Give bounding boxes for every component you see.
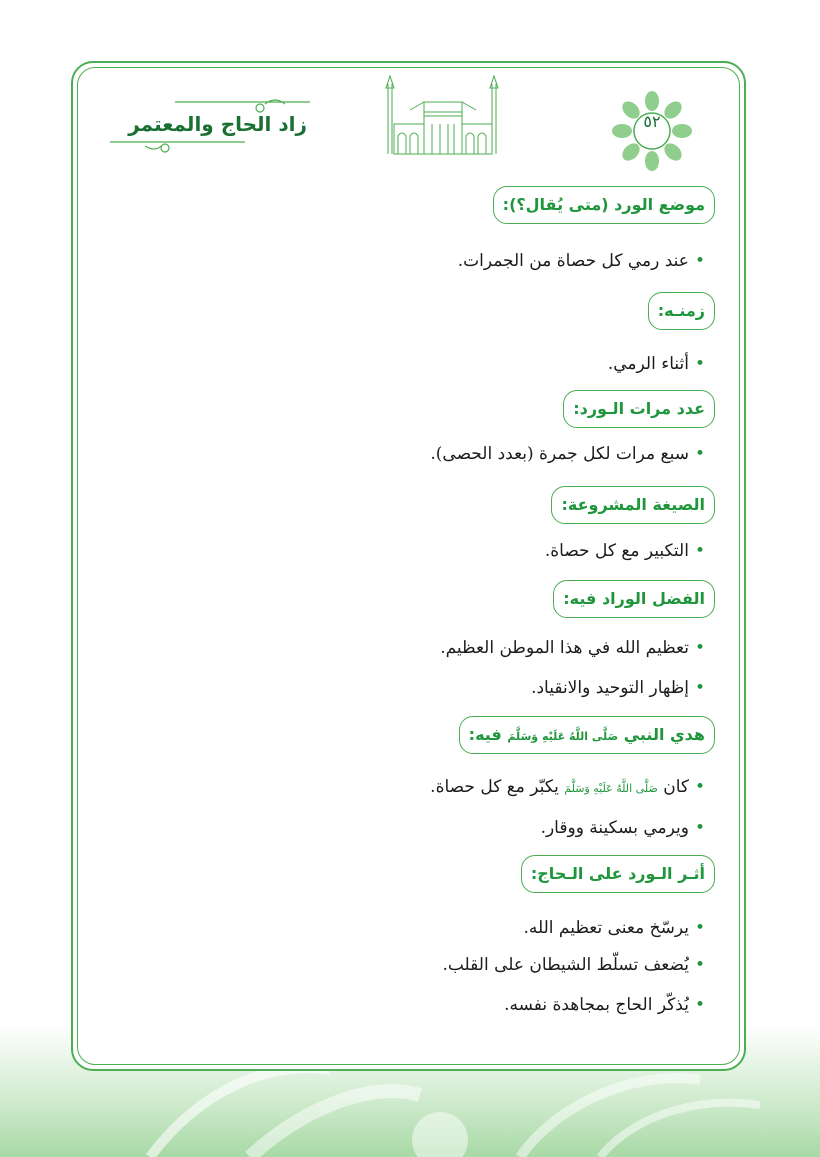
list-item bbox=[442, 955, 705, 975]
bullet-text: كان bbox=[663, 777, 689, 797]
bullet-icon: • bbox=[694, 354, 705, 374]
book-title: زاد الحاج والمعتمر bbox=[128, 112, 307, 136]
list-item bbox=[541, 818, 705, 838]
bullet-text: يكبّر مع كل حصاة. bbox=[430, 777, 559, 797]
list-item bbox=[458, 251, 705, 271]
bullet-icon: • bbox=[694, 541, 705, 561]
kaaba-illustration-icon bbox=[380, 74, 504, 158]
bullet-text: التكبير مع كل حصاة. bbox=[544, 541, 689, 561]
bullet-icon: • bbox=[694, 251, 705, 271]
bullet-icon: • bbox=[694, 918, 705, 938]
section-heading bbox=[459, 716, 715, 754]
list-item bbox=[531, 678, 705, 698]
list-item bbox=[504, 995, 705, 1015]
bullet-icon: • bbox=[694, 995, 705, 1015]
bullet-icon: • bbox=[694, 444, 705, 464]
section-heading: الفضل الوراد فيه: bbox=[553, 580, 715, 618]
section-heading: الصيغة المشروعة: bbox=[551, 486, 715, 524]
bullet-text: إظهار التوحيد والانقياد. bbox=[531, 678, 689, 698]
bullet-text: سبع مرات لكل جمرة (بعدد الحصى). bbox=[430, 444, 689, 464]
section-heading: عدد مرات الـورد: bbox=[563, 390, 715, 428]
honorific-text: صَلَّى اللَّهُ عَلَيْهِ وَسَلَّمَ bbox=[564, 782, 658, 795]
bullet-text: يُذكّر الحاج بمجاهدة نفسه. bbox=[504, 995, 689, 1015]
bullet-text: يُضعف تسلّط الشيطان على القلب. bbox=[442, 955, 689, 975]
list-item bbox=[430, 444, 705, 464]
bullet-icon: • bbox=[694, 638, 705, 658]
heading-text: فيه: bbox=[468, 725, 502, 744]
list-item bbox=[545, 541, 705, 561]
section-heading: أثـر الـورد على الـحاج: bbox=[521, 855, 715, 893]
bullet-icon: • bbox=[694, 818, 705, 838]
list-item bbox=[430, 777, 705, 797]
bullet-icon: • bbox=[694, 678, 705, 698]
bullet-text: عند رمي كل حصاة من الجمرات. bbox=[457, 251, 689, 271]
page-number: ٥٢ bbox=[643, 112, 661, 131]
bullet-icon: • bbox=[694, 777, 705, 797]
bullet-text: أثناء الرمي. bbox=[607, 354, 689, 374]
bullet-text: ويرمي بسكينة ووقار. bbox=[540, 818, 689, 838]
page-number-badge-icon bbox=[612, 91, 692, 171]
list-item bbox=[523, 918, 705, 938]
bullet-text: يرسّخ معنى تعظيم الله. bbox=[523, 918, 689, 938]
section-heading: موضع الورد (متى يُقال؟): bbox=[493, 186, 715, 224]
list-item bbox=[440, 638, 705, 658]
heading-text: هدي النبي bbox=[623, 725, 705, 744]
bullet-text: تعظيم الله في هذا الموطن العظيم. bbox=[440, 638, 689, 658]
honorific-text: صَلَّى اللَّهُ عَلَيْهِ وَسَلَّمَ bbox=[507, 730, 619, 743]
bullet-icon: • bbox=[694, 955, 705, 975]
list-item bbox=[608, 354, 705, 374]
section-heading: زمنـه: bbox=[648, 292, 715, 330]
